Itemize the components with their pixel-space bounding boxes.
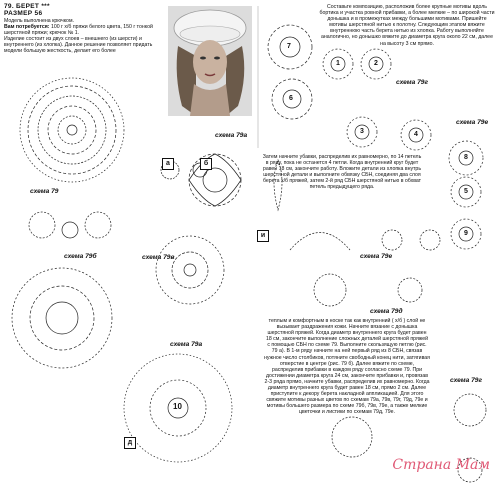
motif-number-4: 4 bbox=[414, 131, 418, 138]
intro-needs: Вам потребуется: 100 г х/б пряжи белого цвета, 150 г тонкой шерстяной пряжи; крючок № 1. bbox=[4, 24, 153, 37]
schema-79v-flower bbox=[156, 236, 224, 304]
label-schema-79: схема 79 bbox=[30, 188, 59, 195]
label-schema-79e: схема 79е bbox=[456, 119, 489, 126]
label-schema-79b: схема 79б bbox=[64, 253, 97, 260]
motif-number-10: 10 bbox=[173, 402, 182, 411]
pattern-size: РАЗМЕР 56 bbox=[4, 10, 43, 17]
motifs-top-right bbox=[268, 25, 431, 150]
schema-79a-flower bbox=[189, 154, 241, 206]
motif-number-5: 5 bbox=[464, 188, 468, 195]
label-schema-79d: схема 79д bbox=[370, 308, 403, 315]
label-schema-79a-bottom: схема 79а bbox=[170, 341, 203, 348]
watermark: Страна Мам bbox=[392, 457, 490, 473]
marker-b: б bbox=[200, 158, 212, 170]
motif-number-1: 1 bbox=[336, 60, 340, 67]
motif-number-7: 7 bbox=[287, 43, 291, 50]
schema-79-diagram bbox=[20, 78, 124, 182]
text-bottom-center: теплым и комфортным в носке так как внутренний ( х/б ) слой не вызывает раздражения кожи. Начните вязание с донышка шерстяной пряжей. Когда диаметр внутреннего круга будет равен 18 см, закончите выполнение сложных деталей шерстяной пряжей с помощью СБН по схеме 79. Выполните скользящую петлю (рис. 79 а). В 1-м ряду начните на ней первый ряд из 8 СБН, связав нужное число столбиков, потяните свободный конец нити, затягивая отверстие в центре (рис. 79 б). Далее вяжите по схеме, распределив прибавки в каждом ряду согласно схеме 79. При достижении диаметра круга 24 см, закончите прибавки и, провязав 2-3 ряда прямо, начните убавки, распределив их равномерно. Когда диаметр внутреннего круга будет равен 18 см, прямо 2 см. Далее приступите к декору берета накладной аппликацией. Для этого свяжите мотивы разных цветов по схемам 79а, 79в, 79г, 79д, 79е и мотивы большего размера по схеме 79б, 79в, 79е, а также мелкие цветочки и листики по схемам 79д, 79е. bbox=[264, 318, 430, 416]
marker-a: а bbox=[162, 158, 174, 170]
schema-79b-flowers bbox=[29, 212, 111, 238]
label-schema-79g: схема 79г bbox=[396, 79, 428, 86]
motif-number-9: 9 bbox=[464, 230, 468, 237]
pattern-number: 79. БЕРЕТ *** bbox=[4, 3, 50, 10]
motif-number-6: 6 bbox=[289, 95, 293, 102]
motif-number-8: 8 bbox=[464, 154, 468, 161]
label-schema-79g-right: схема 79г bbox=[450, 377, 482, 384]
label-schema-79v: схема 79в bbox=[142, 254, 175, 261]
intro-body: Изделие состоит из двух слоев – внешнего (из шерсти) и внутреннего (из хлопка). Данное решение позволяет придать модели большую жесткость, делает его более bbox=[4, 36, 153, 55]
schema-large-flower bbox=[12, 268, 112, 368]
label-schema-79a-top: схема 79а bbox=[215, 132, 248, 139]
label-schema-79e-right: схема 79е bbox=[360, 253, 393, 260]
marker-i: и bbox=[257, 230, 269, 242]
motif-number-2: 2 bbox=[374, 60, 378, 67]
intro-model: Модель выполнена крючком. bbox=[4, 18, 74, 24]
marker-d: д bbox=[124, 437, 136, 449]
text-middle: Затем начните убавки, распределив их равномерно, по 14 петель в ряду, пока не останется 4 петли. Когда внутренний круг будет равен 18 см, закончите работу. Вложите детали из хлопка внутрь шерстяной детали и выполните обвязку СБН, соединяя два слоя берета х/б пряжей, затем 2-й ряд СБН шерстяной нитью в обхват петель предыдущего ряда. bbox=[262, 154, 422, 191]
text-top-right: Составьте композицию, расположив более крупные мотивы вдоль бортика и участка ровной прибавки, а более мелкие – по широкой части донышка и в промежутках между большими мотивами. Пришейте мотивы шерстяной нитью к полотну. Следующим этапом вяжите внутреннюю часть берета нитью из хлопка. Работу выполняйте аналогично, но донышко вяжите до диаметра круга около 22 см, далее на высоту 3 см прямо. bbox=[319, 4, 495, 47]
motif-number-3: 3 bbox=[360, 128, 364, 135]
